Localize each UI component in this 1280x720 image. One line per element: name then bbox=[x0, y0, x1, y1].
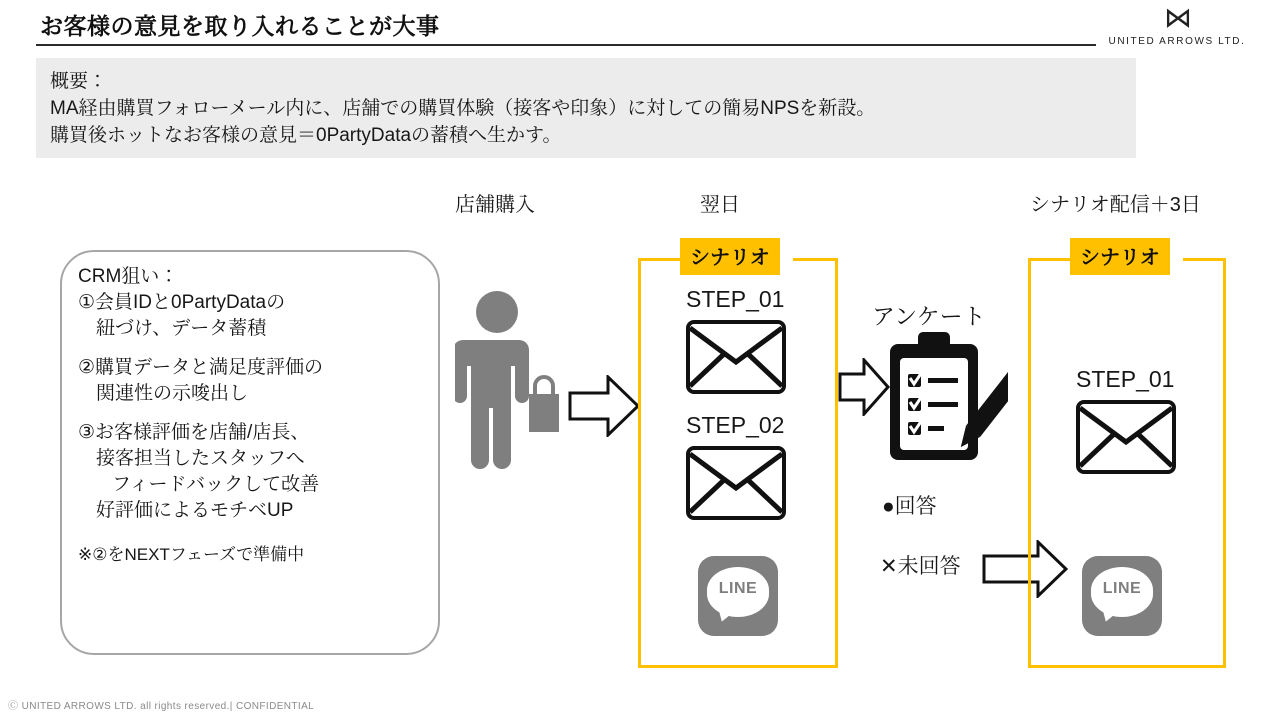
page-title: お客様の意見を取り入れることが大事 bbox=[40, 13, 440, 39]
email-icon-step-01-b bbox=[1076, 400, 1176, 474]
crm-note: ※②をNEXTフェーズで準備中 bbox=[78, 545, 305, 564]
timeline-label-next-day: 翌日 bbox=[700, 194, 740, 216]
crm-item-3-line-3: フィードバックして改善 bbox=[112, 474, 320, 495]
crm-item-3-line-2: 接客担当したスタッフへ bbox=[96, 448, 305, 469]
timeline-label-scenario-plus-3days: シナリオ配信＋3日 bbox=[1030, 194, 1201, 216]
brand-logo bbox=[1102, 4, 1252, 47]
shopper-icon bbox=[455, 290, 565, 475]
crm-heading: CRM狙い： bbox=[78, 266, 179, 287]
email-icon-step-01-a bbox=[686, 320, 786, 394]
answer-responded-label: ●回答 bbox=[882, 495, 937, 518]
scenario-a-step-02-label: STEP_02 bbox=[686, 412, 785, 438]
footer-confidential-notice: Ⓒ UNITED ARROWS LTD. all rights reserved.| CONFIDENTIAL bbox=[8, 701, 315, 712]
scenario-b-bracket-top-right bbox=[1183, 258, 1226, 261]
arrow-purchase-to-scenario bbox=[568, 375, 640, 442]
line-label-a: LINE bbox=[718, 580, 758, 597]
scenario-b-bracket-top-left bbox=[1028, 258, 1070, 261]
email-icon-step-02-a bbox=[686, 446, 786, 520]
line-app-icon-a bbox=[698, 556, 778, 636]
summary-line-1: 概要： bbox=[50, 71, 108, 92]
questionnaire-label: アンケート bbox=[872, 303, 986, 329]
scenario-b-tag: シナリオ bbox=[1070, 238, 1170, 275]
summary-line-3: 購買後ホットなお客様の意見＝0PartyDataの蓄積へ生かす。 bbox=[50, 125, 562, 146]
crm-item-1-line-2: 紐づけ、データ蓄積 bbox=[96, 318, 267, 339]
answer-not-responded-label: ✕未回答 bbox=[880, 555, 961, 578]
line-label-b: LINE bbox=[1102, 580, 1142, 597]
crm-item-3-line-1: ③お客様評価を店舗/店長、 bbox=[78, 422, 310, 443]
crm-item-3-line-4: 好評価によるモチベUP bbox=[96, 500, 294, 521]
clipboard-survey-icon bbox=[884, 330, 1008, 471]
title-divider bbox=[36, 44, 1096, 46]
line-app-icon-b bbox=[1082, 556, 1162, 636]
logo-mark-icon: ⋈ bbox=[1164, 3, 1190, 34]
crm-goals-box bbox=[60, 250, 440, 655]
crm-item-1-line-1: ①会員IDと0PartyDataの bbox=[78, 292, 286, 313]
scenario-a-bracket-top-left bbox=[638, 258, 680, 261]
logo-wordmark: UNITED ARROWS LTD. bbox=[1108, 36, 1246, 47]
summary-line-2: MA経由購買フォローメール内に、店舗での購買体験（接客や印象）に対しての簡易NPSを新設。 bbox=[50, 98, 876, 119]
scenario-a-tag: シナリオ bbox=[680, 238, 780, 275]
scenario-b-step-01-label: STEP_01 bbox=[1076, 366, 1175, 392]
crm-item-2-line-1: ②購買データと満足度評価の bbox=[78, 357, 324, 378]
summary-box bbox=[36, 58, 1136, 158]
scenario-a-step-01-label: STEP_01 bbox=[686, 286, 785, 312]
scenario-a-bracket-top-right bbox=[793, 258, 838, 261]
arrow-scenario-to-questionnaire bbox=[838, 358, 890, 421]
crm-item-2-line-2: 関連性の示唆出し bbox=[96, 383, 249, 404]
timeline-label-store-purchase: 店舗購入 bbox=[455, 194, 535, 216]
